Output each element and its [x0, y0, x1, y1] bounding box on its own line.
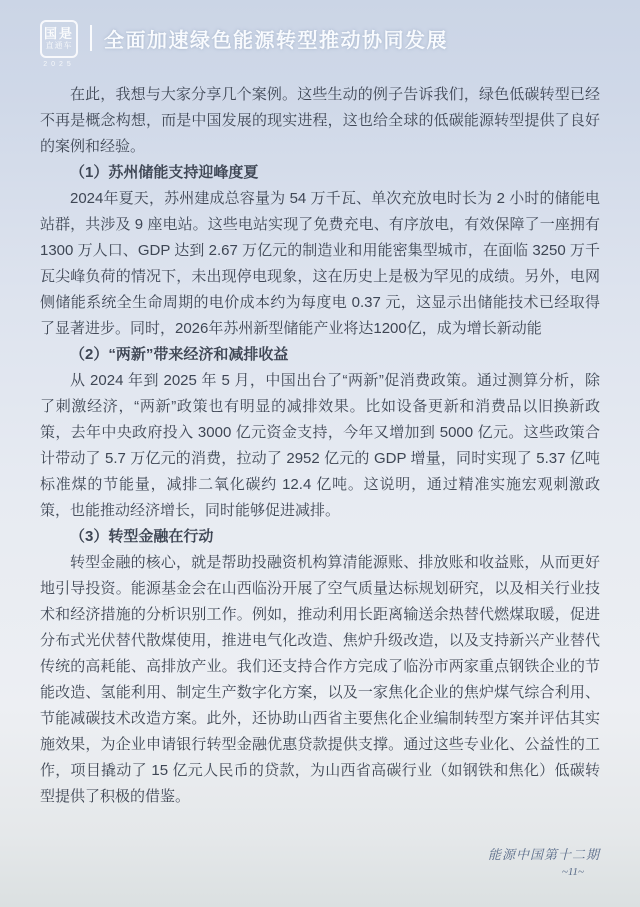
header-divider: [90, 25, 92, 51]
page-number: ~11~: [561, 866, 584, 878]
article-body: [40, 82, 600, 810]
section-heading-1: （1）苏州储能支持迎峰度夏: [70, 164, 259, 181]
section-heading-2: （2）“两新”带来经济和减排收益: [70, 346, 289, 363]
paragraph-intro: 在此，我想与大家分享几个案例。这些生动的例子告诉我们，绿色低碳转型已经不再是概念构想，而是中国发展的现实进程，这也给全球的低碳能源转型提供了良好的案例和经验。: [40, 86, 600, 155]
guoshi-logo: [40, 20, 78, 68]
logo-text-top: 国是: [43, 26, 74, 41]
page-title: 全面加速绿色能源转型推动协同发展: [104, 29, 448, 52]
journal-name: 能源中国第十二期: [487, 847, 600, 862]
paragraph-suzhou: 2024年夏天，苏州建成总容量为 54 万千瓦、单次充放电时长为 2 小时的储能电站群，共涉及 9 座电站。这些电站实现了免费充电、有序放电，有效保障了一座拥有 1300 万人口、GDP 达到 2.67 万亿元的制造业和用能密集型城市，在面临 3250 万千瓦尖峰负荷的情况下，未出现停电现象，这在历史上是极为罕见的成绩。另外，电网侧储能系统全生命周期的电价成本约为每度电 0.37 元，这显示出储能技术已经取得了显著进步。同时，2026年苏州新型储能产业将达1200亿，成为增长新动能: [40, 190, 600, 337]
page-header: [40, 20, 610, 68]
section-heading-3: （3）转型金融在行动: [70, 528, 214, 545]
page-footer: [488, 846, 600, 880]
paragraph-finance: 转型金融的核心，就是帮助投融资机构算清能源账、排放账和收益账，从而更好地引导投资。能源基金会在山西临汾开展了空气质量达标规划研究，以及相关行业技术和经济措施的分析识别工作。例如，推动利用长距离输送余热替代燃煤取暖，促进分布式光伏替代散煤使用，推进电气化改造、焦炉升级改造，以及支持新兴产业替代传统的高耗能、高排放产业。我们还支持合作方完成了临汾市两家重点钢铁企业的节能改造、氢能利用、制定生产数字化方案，以及一家焦化企业的焦炉煤气综合利用、节能减碳技术改造方案。此外，还协助山西省主要焦化企业编制转型方案并评估其实施效果，为企业申请银行转型金融优惠贷款提供支撑。通过这些专业化、公益性的工作，项目撬动了 15 亿元人民币的贷款，为山西省高碳行业（如钢铁和焦化）低碳转型提供了积极的借鉴。: [40, 554, 600, 805]
logo-text-bottom: 直通车: [45, 41, 73, 50]
logo-year: 2025: [43, 61, 75, 68]
paragraph-liangxin: 从 2024 年到 2025 年 5 月，中国出台了“两新”促消费政策。通过测算分析，除了刺激经济，“两新”政策也有明显的减排效果。比如设备更新和消费品以旧换新政策，去年中央政府投入 3000 亿元资金支持，今年又增加到 5000 亿元。这些政策合计带动了 5.7 万亿元的消费，拉动了 2952 亿元的 GDP 增量，同时实现了 5.37 亿吨标准煤的节能量，减排二氧化碳约 12.4 亿吨。这说明，通过精准实施宏观刺激政策，也能推动经济增长，同时能够促进减排。: [40, 372, 600, 519]
logo-square-icon: [40, 20, 78, 58]
